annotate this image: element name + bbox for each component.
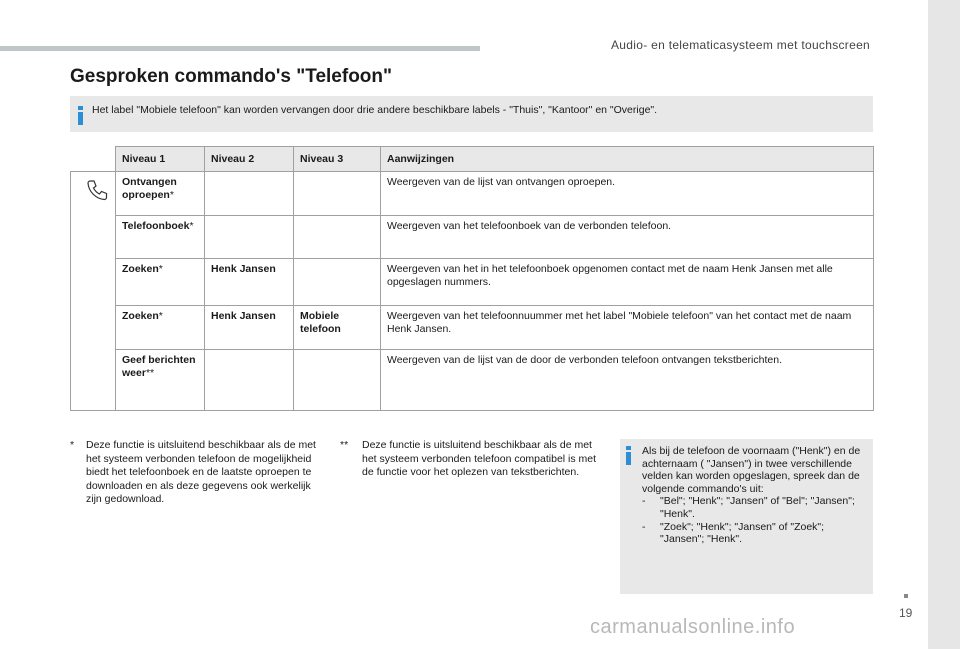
header-rule (0, 46, 480, 51)
tip-text (642, 445, 870, 546)
page-marker-dot (904, 594, 908, 598)
level1-cell: Telefoonboek* (116, 216, 205, 259)
table-row (71, 172, 874, 216)
level3-cell: Mobiele telefoon (294, 306, 381, 350)
level3-cell (294, 259, 381, 306)
list-item: - "Zoek"; "Henk"; "Jansen" of "Zoek"; "Jansen"; "Henk". (642, 520, 825, 546)
table-row (71, 306, 874, 350)
level2-cell: Henk Jansen (205, 259, 294, 306)
info-icon (78, 106, 85, 124)
footnote-mark: * (70, 439, 75, 451)
info-cell: Weergeven van het in het telefoonboek opgenomen contact met de naam Henk Jansen met alle opgeslagen nummers. (381, 259, 874, 306)
phone-icon-cell (71, 172, 116, 411)
table-header-cell: Niveau 2 (205, 147, 294, 172)
table-row (71, 350, 874, 411)
level1-cell: Geef berichten weer** (116, 350, 205, 411)
level2-cell (205, 216, 294, 259)
table-header-row (71, 147, 874, 172)
info-note-box (70, 96, 873, 132)
table-row (71, 259, 874, 306)
footnote-text: Deze functie is uitsluitend beschikbaar als de met het systeem verbonden telefoon de mogelijkheid biedt het telefoonboek en de laatste oproepen te downloaden en als deze gegevens ook werkelijk zijn gedownload. (86, 439, 316, 506)
list-item: - "Bel"; "Henk"; "Jansen" of "Bel"; "Jansen"; "Henk". (642, 495, 855, 520)
level3-cell (294, 350, 381, 411)
info-icon (626, 446, 633, 464)
level2-cell (205, 350, 294, 411)
page-title: Gesproken commando's "Telefoon" (70, 66, 393, 87)
info-cell: Weergeven van het telefoonboek van de verbonden telefoon. (381, 216, 874, 259)
tip-list (642, 495, 870, 545)
info-cell: Weergeven van het telefoonnuummer met het label "Mobiele telefoon" van het contact met de naam Henk Jansen. (381, 306, 874, 350)
level2-cell (205, 172, 294, 216)
footnote-text: Deze functie is uitsluitend beschikbaar als de met het systeem verbonden telefoon compatibel is met de functie voor het oplezen van tekstberichten. (362, 439, 597, 479)
info-cell: Weergeven van de lijst van de door de verbonden telefoon ontvangen tekstberichten. (381, 350, 874, 411)
table-header-cell: Aanwijzingen (381, 147, 874, 172)
page-number: 19 (899, 606, 913, 620)
table-header-cell: Niveau 3 (294, 147, 381, 172)
level1-cell: Zoeken* (116, 306, 205, 350)
info-note-text: Het label "Mobiele telefoon" kan worden vervangen door drie andere beschikbare labels - "Thuis", "Kantoor" en "Overige". (92, 104, 658, 116)
section-title: Audio- en telematicasysteem met touchscreen (611, 38, 871, 52)
voice-command-table (70, 146, 874, 411)
watermark: carmanualsonline.info (590, 616, 796, 638)
tip-box (620, 439, 873, 594)
table-header-cell: Niveau 1 (116, 147, 205, 172)
level2-cell: Henk Jansen (205, 306, 294, 350)
level1-cell: Ontvangen oproepen* (116, 172, 205, 216)
footnote-mark: ** (340, 439, 349, 451)
level3-cell (294, 172, 381, 216)
right-margin-strip (928, 0, 960, 649)
table-header-blank (71, 147, 116, 172)
level3-cell (294, 216, 381, 259)
level1-cell: Zoeken* (116, 259, 205, 306)
info-cell: Weergeven van de lijst van ontvangen oproepen. (381, 172, 874, 216)
table-row (71, 216, 874, 259)
phone-handset-icon (85, 178, 109, 202)
tip-intro: Als bij de telefoon de voornaam ("Henk") en de achternaam ( "Jansen") in twee verschillende velden kan worden opgeslagen, spreek dan de volgende commando's uit: (642, 445, 861, 495)
